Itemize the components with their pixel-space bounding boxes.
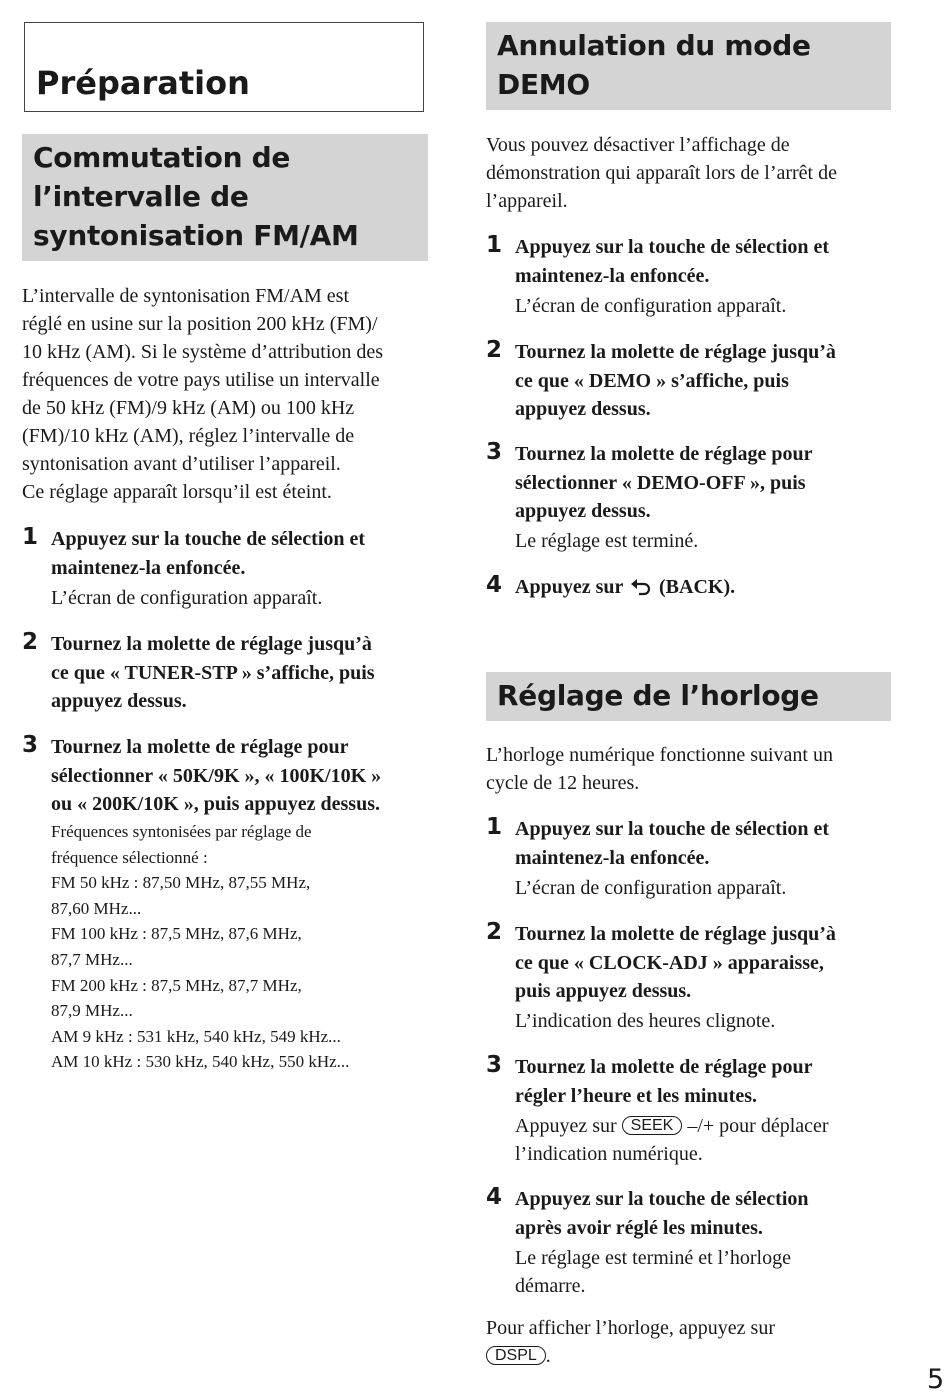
step-number: 4 (486, 1184, 503, 1210)
frequency-line: 87,9 MHz... (51, 1001, 133, 1021)
step-line: l’indication numérique. (515, 1143, 703, 1165)
section-heading-tuning (22, 134, 428, 261)
intro-line: fréquences de votre pays utilise un intervalle (22, 369, 380, 391)
step-line: Tournez la molette de réglage pour (515, 443, 813, 465)
step-number: 4 (486, 572, 503, 598)
step-line: maintenez-la enfoncée. (51, 556, 246, 579)
step-result (515, 1244, 791, 1300)
clock-intro (486, 741, 833, 797)
step-line: démarre. (515, 1275, 586, 1297)
step-instruction (515, 573, 735, 605)
step-line: Tournez la molette de réglage pour (515, 1056, 813, 1078)
step-instruction (515, 233, 829, 290)
step-line: Tournez la molette de réglage jusqu’à (51, 633, 372, 655)
tuning-intro (22, 282, 383, 506)
step-line: régler l’heure et les minutes. (515, 1084, 757, 1107)
frequency-line: AM 10 kHz : 530 kHz, 540 kHz, 550 kHz... (51, 1052, 350, 1072)
frequency-line: FM 50 kHz : 87,50 MHz, 87,55 MHz, (51, 873, 311, 893)
heading-line: Commutation de (33, 141, 291, 174)
step-line: (BACK). (659, 576, 736, 598)
step-instruction (515, 1185, 809, 1242)
step-line: appuyez dessus. (51, 690, 187, 712)
clock-footer (486, 1314, 775, 1370)
dspl-button-label: DSPL (486, 1346, 546, 1365)
heading-line: DEMO (497, 68, 590, 101)
step-line: sélectionner « 50K/9K », « 100K/10K » (51, 764, 382, 787)
intro-line: réglé en usine sur la position 200 kHz (FM)/ (22, 313, 378, 335)
intro-line: cycle de 12 heures. (486, 772, 640, 794)
step-line: Appuyez sur la touche de sélection et (515, 818, 830, 840)
intro-line: syntonisation avant d’utiliser l’appareil. (22, 453, 341, 475)
step-instruction (515, 920, 836, 1006)
intro-line: l’appareil. (486, 190, 568, 212)
step-result: L’écran de configuration apparaît. (515, 877, 787, 899)
step-instruction (51, 525, 365, 582)
step-line: puis appuyez dessus. (515, 980, 692, 1002)
step-instruction (515, 440, 813, 526)
step-instruction (51, 733, 381, 819)
step-instruction (515, 1053, 813, 1110)
intro-line: Vous pouvez désactiver l’affichage de (486, 134, 790, 156)
heading-line: l’intervalle de (33, 180, 249, 213)
step-line: ce que « TUNER-STP » s’affiche, puis (51, 661, 375, 684)
intro-line: L’intervalle de syntonisation FM/AM est (22, 285, 350, 307)
step-instruction (51, 630, 375, 716)
step-line: appuyez dessus. (515, 500, 651, 522)
frequency-line: AM 9 kHz : 531 kHz, 540 kHz, 549 kHz... (51, 1026, 341, 1046)
intro-line: Ce réglage apparaît lorsqu’il est éteint. (22, 481, 332, 503)
section-heading-demo (486, 22, 891, 110)
step-result (515, 1112, 829, 1168)
frequency-line: FM 100 kHz : 87,5 MHz, 87,6 MHz, (51, 924, 302, 944)
step-result: Le réglage est terminé. (515, 530, 699, 552)
step-line: Appuyez sur la touche de sélection (515, 1188, 809, 1210)
step-line: Appuyez sur la touche de sélection et (51, 528, 366, 550)
frequency-list (51, 819, 349, 1075)
step-line: Le réglage est terminé et l’horloge (515, 1247, 791, 1269)
page-number: 5 (927, 1364, 945, 1395)
step-line: Appuyez sur (515, 576, 623, 598)
step-result: L’écran de configuration apparaît. (51, 587, 323, 609)
frequency-line: 87,60 MHz... (51, 898, 142, 918)
frequency-line: Fréquences syntonisées par réglage de (51, 822, 312, 841)
step-line: ce que « CLOCK-ADJ » apparaisse, (515, 951, 824, 974)
step-line: après avoir réglé les minutes. (515, 1216, 763, 1239)
step-line: Appuyez sur la touche de sélection et (515, 236, 830, 258)
step-number: 3 (486, 1052, 503, 1078)
intro-line: de 50 kHz (FM)/9 kHz (AM) ou 100 kHz (22, 397, 355, 419)
step-instruction (515, 338, 836, 424)
step-line: ce que « DEMO » s’affiche, puis (515, 369, 789, 392)
step-line: Tournez la molette de réglage pour (51, 736, 349, 758)
back-arrow-icon (630, 576, 652, 605)
step-number: 2 (486, 919, 503, 945)
frequency-line: fréquence sélectionné : (51, 847, 208, 867)
step-line: sélectionner « DEMO-OFF », puis (515, 471, 806, 494)
step-number: 2 (486, 337, 503, 363)
footer-text: . (545, 1345, 551, 1367)
demo-intro (486, 131, 837, 215)
step-line: ou « 200K/10K », puis appuyez dessus. (51, 793, 380, 815)
intro-line: 10 kHz (AM). Si le système d’attribution des (22, 341, 384, 363)
step-line: Appuyez sur (515, 1115, 617, 1137)
step-number: 1 (22, 524, 39, 550)
step-number: 3 (22, 732, 39, 758)
frequency-line: 87,7 MHz... (51, 949, 133, 969)
frequency-line: FM 200 kHz : 87,5 MHz, 87,7 MHz, (51, 975, 302, 995)
footer-text: Pour afficher l’horloge, appuyez sur (486, 1317, 775, 1339)
step-instruction (515, 815, 829, 872)
seek-button-label: SEEK (622, 1116, 683, 1135)
step-line: Tournez la molette de réglage jusqu’à (515, 341, 836, 363)
heading-line: syntonisation FM/AM (33, 219, 359, 252)
step-line: maintenez-la enfoncée. (515, 264, 710, 287)
chapter-title: Préparation (36, 64, 250, 102)
step-line: Tournez la molette de réglage jusqu’à (515, 923, 836, 945)
step-result: L’écran de configuration apparaît. (515, 295, 787, 317)
intro-line: démonstration qui apparaît lors de l’arrêt de (486, 162, 837, 184)
step-line: appuyez dessus. (515, 398, 651, 420)
intro-line: L’horloge numérique fonctionne suivant un (486, 744, 833, 766)
step-number: 1 (486, 814, 503, 840)
step-result: L’indication des heures clignote. (515, 1010, 776, 1032)
step-number: 3 (486, 439, 503, 465)
step-line: –/+ pour déplacer (687, 1115, 829, 1137)
step-line: maintenez-la enfoncée. (515, 846, 710, 869)
chapter-title-box (24, 22, 424, 112)
intro-line: (FM)/10 kHz (AM), réglez l’intervalle de (22, 425, 355, 447)
step-number: 2 (22, 629, 39, 655)
section-heading-clock: Réglage de l’horloge (486, 672, 891, 721)
step-number: 1 (486, 232, 503, 258)
heading-line: Annulation du mode (497, 29, 811, 62)
